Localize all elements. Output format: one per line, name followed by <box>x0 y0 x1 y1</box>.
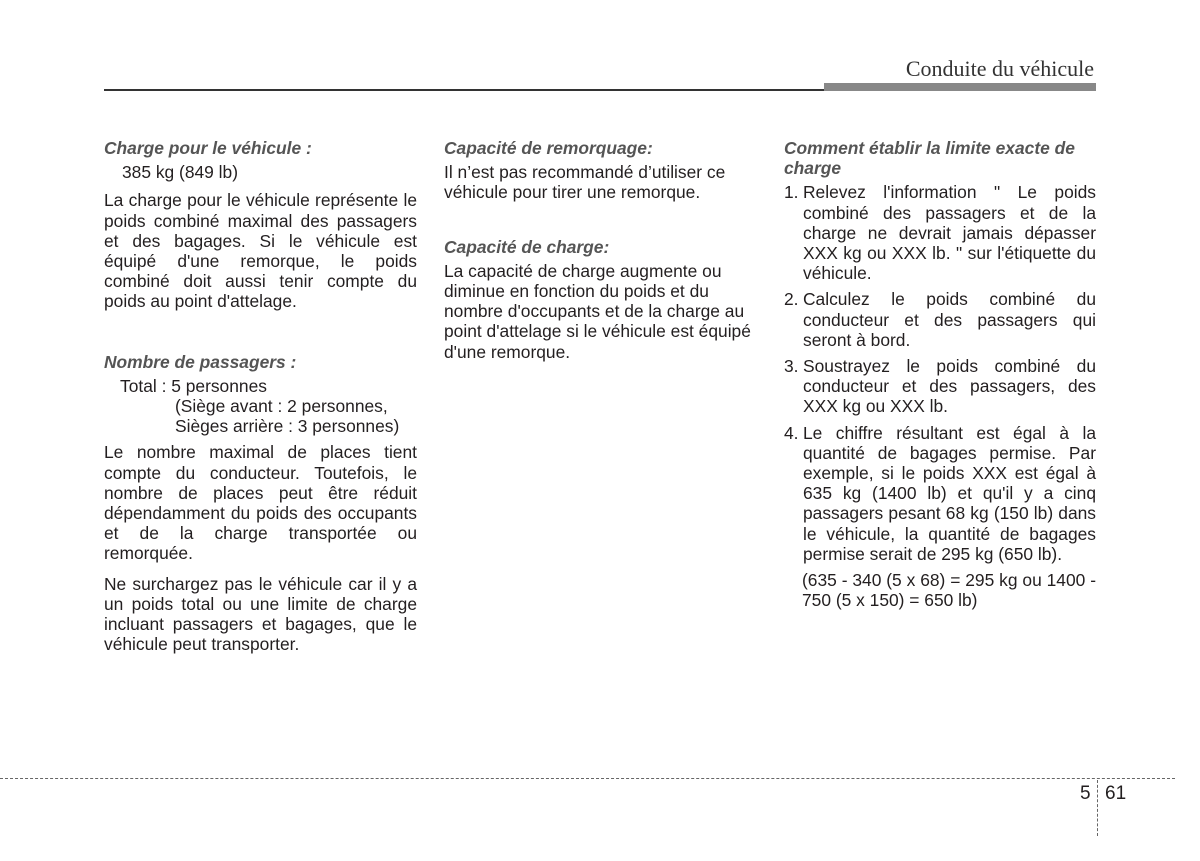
step-text: Relevez l'information " Le poids combiné des passagers et de la charge ne devrait jamais dépasser XXX kg ou XXX lb. " sur l'étiquette du véhicule. <box>803 182 1096 284</box>
page-number: 61 <box>1105 783 1127 804</box>
heading-vehicle-load: Charge pour le véhicule : <box>104 138 312 158</box>
chapter-number: 5 <box>1080 783 1091 804</box>
passenger-front-seats: (Siège avant : 2 personnes, <box>175 396 388 417</box>
step-number: 2. <box>784 289 799 310</box>
paragraph-overload-warning: Ne surchargez pas le véhicule car il y a un poids total ou une limite de charge incluant passagers et bagages, que le véhicule peut transporter. <box>104 573 417 655</box>
footer-rule <box>0 778 1175 779</box>
step-number: 1. <box>784 182 799 203</box>
vehicle-load-value: 385 kg (849 lb) <box>122 162 239 183</box>
list-item <box>784 182 1096 283</box>
step-text: Le chiffre résultant est égal à la quantité de bagages permise. Par exemple, si le poids XXX est égal à 635 kg (1400 lb) et qu'il y a cinq passagers pesant 68 kg (150 lb) dans le véhicule, la quantité de bagages permise serait de 295 kg (650 lb). <box>803 422 1096 564</box>
list-item <box>784 289 1096 350</box>
step-number: 4. <box>784 422 799 443</box>
header-rule-accent <box>824 83 1096 91</box>
heading-exact-limit: Comment établir la limite exacte de charge <box>784 138 1075 179</box>
heading-towing-capacity: Capacité de remorquage: <box>444 138 653 158</box>
footer-divider <box>1097 780 1098 836</box>
paragraph-towing: Il n’est pas recommandé d’utiliser ce véhicule pour tirer une remorque. <box>444 162 726 203</box>
heading-load-capacity: Capacité de charge: <box>444 236 610 257</box>
list-item <box>784 356 1096 417</box>
heading-passenger-count: Nombre de passagers : <box>104 351 297 372</box>
paragraph-max-seats: Le nombre maximal de places tient compte du conducteur. Toutefois, le nombre de places peut être réduit dépendamment du poids des occupants et de la charge transportée ou remorquée. <box>104 442 417 564</box>
steps-list <box>784 182 1096 564</box>
step-text: Calculez le poids combiné du conducteur et des passagers qui seront à bord. <box>803 289 1096 350</box>
column-left <box>104 138 417 664</box>
passenger-total <box>104 376 417 437</box>
step-number: 3. <box>784 356 799 377</box>
list-item <box>784 423 1096 564</box>
passenger-rear-seats: Sièges arrière : 3 personnes) <box>175 416 400 437</box>
step-text: Soustrayez le poids combiné du conducteur et des passagers, des XXX kg ou XXX lb. <box>803 356 1096 417</box>
running-header-title: Conduite du véhicule <box>905 56 1094 81</box>
header-rule <box>104 89 824 91</box>
column-right <box>784 138 1096 610</box>
paragraph-vehicle-load: La charge pour le véhicule représente le poids combiné maximal des passagers et des bagages. Si le véhicule est équipé d'une remorque, le poids combiné doit aussi tenir compte du poids au point d'attelage. <box>104 190 417 312</box>
passenger-total-line: Total : 5 personnes <box>120 375 267 396</box>
column-middle <box>444 138 757 372</box>
paragraph-load-capacity: La capacité de charge augmente ou diminue en fonction du poids et du nombre d'occupants et de la charge au point d'attelage si le véhicule est équipé d'une remorque. <box>444 260 751 362</box>
calculation-example: (635 - 340 (5 x 68) = 295 kg ou 1400 - 750 (5 x 150) = 650 lb) <box>802 570 1096 611</box>
